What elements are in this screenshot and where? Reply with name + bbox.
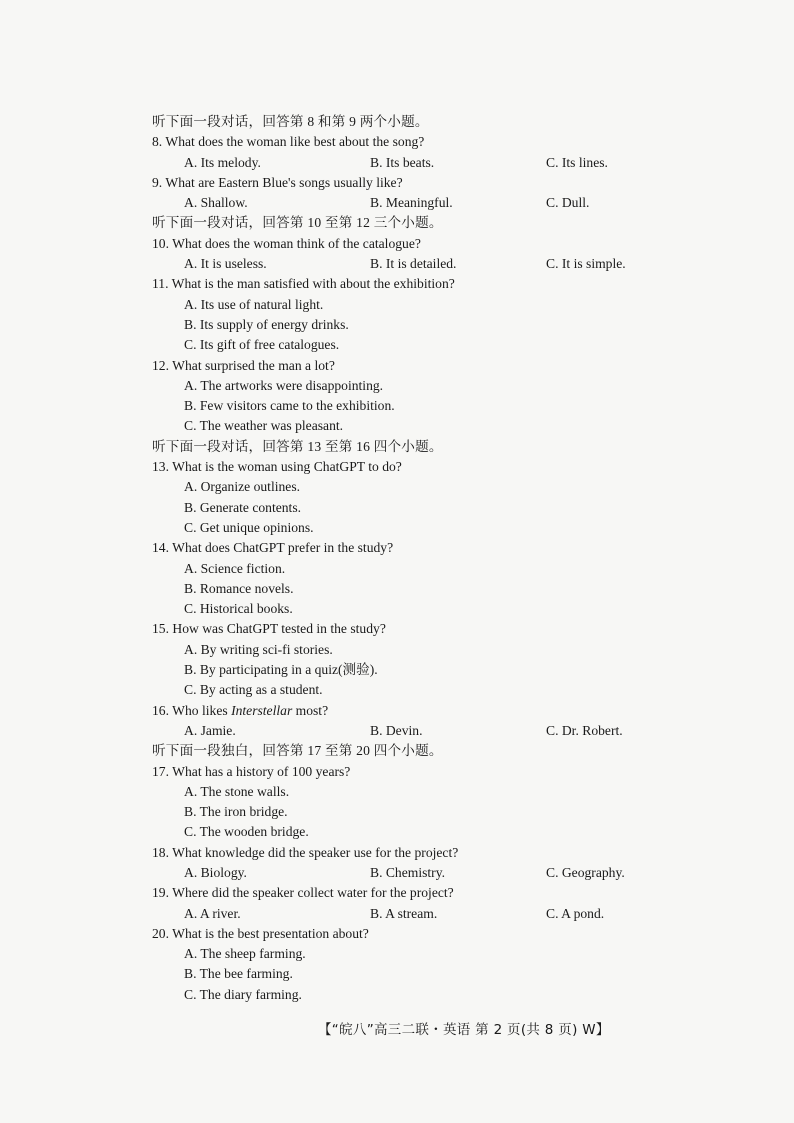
option-a: A. By writing sci-fi stories. <box>184 641 333 657</box>
option-a: A. A river. <box>184 905 241 921</box>
option-b: B. Chemistry. <box>370 864 446 880</box>
option-b: B. Its beats. <box>370 154 435 170</box>
question-stem <box>152 356 712 376</box>
question-text: What is the best presentation about? <box>172 925 369 941</box>
option-c: C. Geography. <box>546 864 625 880</box>
options-row <box>152 153 712 173</box>
option-b: B. Romance novels. <box>184 580 294 596</box>
section-instruction: 听下面一段独白，回答第 17 至第 20 四个小题。 <box>152 743 443 759</box>
option-b: B. Meaningful. <box>370 195 453 211</box>
question-stem <box>152 883 712 903</box>
page-footer: 【“皖八”高三二联・英语 第 2 页(共 8 页) W】 <box>318 1022 610 1038</box>
option-b: B. It is detailed. <box>370 256 457 272</box>
option-c: C. The diary farming. <box>184 986 302 1002</box>
option-c: C. A pond. <box>546 905 605 921</box>
option-c: C. Dr. Robert. <box>546 722 623 738</box>
question-stem <box>152 762 712 782</box>
question-text: What does the woman like best about the song? <box>165 134 425 150</box>
question-list <box>152 112 712 1005</box>
question-number: 8. <box>152 134 163 150</box>
question-text: What is the man satisfied with about the exhibition? <box>171 276 455 292</box>
question-text: What is the woman using ChatGPT to do? <box>172 459 402 475</box>
question-stem <box>152 538 712 558</box>
option-c: C. The wooden bridge. <box>184 824 309 840</box>
option-a: A. The sheep farming. <box>184 946 306 962</box>
question-stem <box>152 843 712 863</box>
question-number: 20. <box>152 925 169 941</box>
question-stem <box>152 173 712 193</box>
question-text: What does the woman think of the catalogue? <box>172 235 421 251</box>
option-c: C. Get unique opinions. <box>184 519 314 535</box>
section-instruction: 听下面一段对话，回答第 10 至第 12 三个小题。 <box>152 215 443 231</box>
option-b: B. Devin. <box>370 722 423 738</box>
question-number: 12. <box>152 357 169 373</box>
question-number: 17. <box>152 763 169 779</box>
question-text: What has a history of 100 years? <box>172 763 351 779</box>
option-a: A. Jamie. <box>184 722 236 738</box>
question-number: 11. <box>152 276 169 292</box>
question-text: Where did the speaker collect water for the project? <box>172 885 454 901</box>
question-text: What surprised the man a lot? <box>172 357 335 373</box>
section-instruction: 听下面一段对话，回答第 8 和第 9 两个小题。 <box>152 114 429 129</box>
option-b: B. The bee farming. <box>184 966 293 982</box>
option-a: A. Biology. <box>184 864 247 880</box>
options-row <box>152 193 712 213</box>
options-row <box>152 863 712 883</box>
question-text: Who likes <box>172 702 232 718</box>
section-instruction: 听下面一段对话，回答第 13 至第 16 四个小题。 <box>152 438 443 454</box>
question-number: 10. <box>152 235 169 251</box>
options-row <box>152 721 712 741</box>
option-c: C. Its lines. <box>546 154 608 170</box>
option-c: C. By acting as a student. <box>184 682 323 698</box>
question-number: 19. <box>152 885 169 901</box>
options-row <box>152 904 712 924</box>
option-c: C. Dull. <box>546 195 590 211</box>
question-stem <box>152 457 712 477</box>
question-number: 16. <box>152 702 169 718</box>
option-a: A. Shallow. <box>184 195 248 211</box>
question-stem <box>152 234 712 254</box>
question-number: 18. <box>152 844 169 860</box>
option-a: A. The stone walls. <box>184 783 290 799</box>
question-text: How was ChatGPT tested in the study? <box>172 621 386 637</box>
option-c: C. The weather was pleasant. <box>184 418 344 434</box>
option-b: B. Few visitors came to the exhibition. <box>184 398 395 414</box>
option-a: A. Organize outlines. <box>184 479 301 495</box>
question-number: 9. <box>152 174 163 190</box>
question-text: most? <box>292 702 329 718</box>
option-b: B. By participating in a quiz(测验). <box>184 662 378 678</box>
option-c: C. It is simple. <box>546 256 626 272</box>
question-stem <box>152 274 712 294</box>
option-b: B. Generate contents. <box>184 499 302 515</box>
option-b: B. A stream. <box>370 905 438 921</box>
question-number: 14. <box>152 540 169 556</box>
option-b: B. Its supply of energy drinks. <box>184 316 349 332</box>
question-stem <box>152 701 712 721</box>
option-a: A. Science fiction. <box>184 560 286 576</box>
option-c: C. Its gift of free catalogues. <box>184 337 340 353</box>
question-stem <box>152 619 712 639</box>
question-text: What are Eastern Blue's songs usually like? <box>165 174 403 190</box>
option-b: B. The iron bridge. <box>184 804 288 820</box>
question-number: 13. <box>152 459 169 475</box>
options-row <box>152 254 712 274</box>
question-text-italic: Interstellar <box>231 702 293 718</box>
option-c: C. Historical books. <box>184 601 293 617</box>
option-a: A. The artworks were disappointing. <box>184 377 384 393</box>
question-number: 15. <box>152 621 169 637</box>
option-a: A. Its melody. <box>184 154 261 170</box>
question-text: What knowledge did the speaker use for the project? <box>172 844 459 860</box>
question-text: What does ChatGPT prefer in the study? <box>172 540 394 556</box>
question-stem <box>152 924 712 944</box>
option-a: A. Its use of natural light. <box>184 296 324 312</box>
question-stem <box>152 132 712 152</box>
option-a: A. It is useless. <box>184 256 267 272</box>
